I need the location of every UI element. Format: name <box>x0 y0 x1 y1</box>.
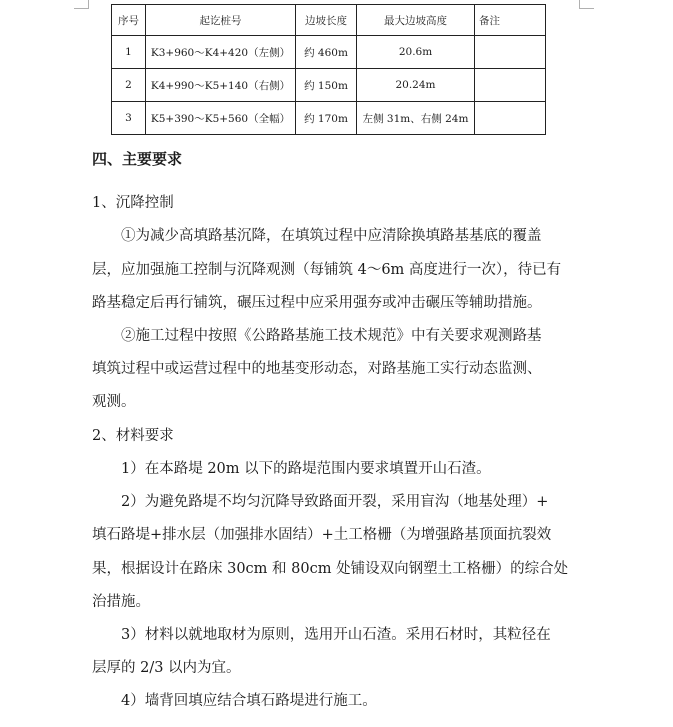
table-cell: 2 <box>112 69 146 102</box>
table-cell: 约 170m <box>296 102 357 135</box>
table-row <box>112 102 546 135</box>
table-header-row <box>112 5 546 36</box>
crop-mark-top-left <box>74 0 89 9</box>
paragraph-line: 填筑过程中或运营过程中的地基变形动态，对路基施工实行动态监测、 <box>92 361 542 377</box>
paragraph-line: 2）为避免路堤不均匀沉降导致路面开裂，采用盲沟（地基处理）+ <box>92 494 549 510</box>
subsection-title-settlement: 1、沉降控制 <box>92 195 174 211</box>
paragraph-line: ①为减少高填路基沉降，在填筑过程中应清除换填路基基底的覆盖 <box>92 228 542 244</box>
header-cell: 最大边坡高度 <box>357 5 475 36</box>
paragraph-line: ②施工过程中按照《公路路基施工技术规范》中有关要求观测路基 <box>92 328 542 344</box>
paragraph-line: 观测。 <box>92 394 136 410</box>
paragraph-line: 果，根据设计在路床 30cm 和 80cm 处铺设双向钢塑土工格栅）的综合处 <box>92 561 569 577</box>
table-cell: 约 460m <box>296 36 357 69</box>
paragraph-line: 4）墙背回填应结合填石路堤进行施工。 <box>92 693 377 709</box>
paragraph-line: 3）材料以就地取材为原则，选用开山石渣。采用石材时，其粒径在 <box>92 627 551 643</box>
table-row <box>112 69 546 102</box>
paragraph-line: 治措施。 <box>92 594 150 610</box>
header-cell: 起讫桩号 <box>146 5 296 36</box>
table-cell <box>475 102 546 135</box>
table-cell: K3+960～K4+420（左侧） <box>146 36 296 69</box>
header-cell: 备注 <box>475 5 546 36</box>
crop-mark-top-right <box>579 0 594 9</box>
table-cell: 约 150m <box>296 69 357 102</box>
table-cell <box>475 69 546 102</box>
paragraph-line: 层，应加强施工控制与沉降观测（每铺筑 4～6m 高度进行一次），待已有 <box>92 262 562 278</box>
subsection-title-materials: 2、材料要求 <box>92 428 174 444</box>
paragraph-line: 层厚的 2/3 以内为宜。 <box>92 660 241 676</box>
table-cell: 20.6m <box>357 36 475 69</box>
slope-table <box>111 4 546 135</box>
table-cell: K4+990～K5+140（右侧） <box>146 69 296 102</box>
table-cell <box>475 36 546 69</box>
section-title: 四、主要要求 <box>92 150 183 168</box>
table-cell: 3 <box>112 102 146 135</box>
header-cell: 序号 <box>112 5 146 36</box>
table-cell: 20.24m <box>357 69 475 102</box>
table-row <box>112 36 546 69</box>
paragraph-line: 1）在本路堤 20m 以下的路堤范围内要求填置开山石渣。 <box>92 461 491 477</box>
paragraph-line: 路基稳定后再行铺筑，碾压过程中应采用强夯或冲击碾压等辅助措施。 <box>92 295 542 311</box>
header-cell: 边坡长度 <box>296 5 357 36</box>
table-cell: 左侧 31m、右侧 24m <box>357 102 475 135</box>
table-cell: K5+390～K5+560（全幅） <box>146 102 296 135</box>
paragraph-line: 填石路堤+排水层（加强排水固结）+土工格栅（为增强路基顶面抗裂效 <box>92 527 552 543</box>
table-cell: 1 <box>112 36 146 69</box>
